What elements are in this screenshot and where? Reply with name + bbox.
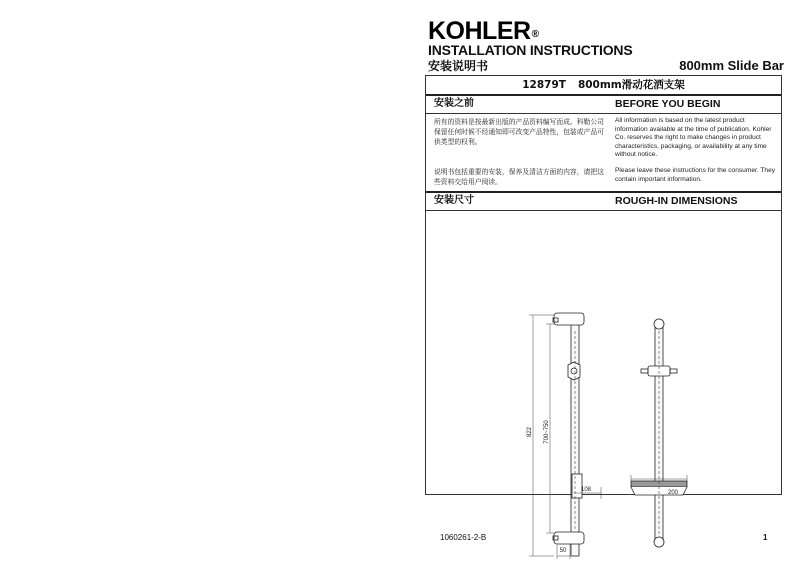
dimension-holder-label: 108 [580, 487, 592, 493]
before-title-zh: 安装之前 [434, 98, 474, 109]
top-mount [654, 319, 664, 329]
soap-tray-holder-left [572, 474, 582, 498]
document-code: 1060261-2-B [440, 533, 487, 542]
head-holder-left [568, 362, 580, 380]
dimension-tray-label: 200 [667, 490, 679, 496]
dimension-range-label: 700~750 [544, 420, 550, 444]
brand-name: KOHLER [428, 17, 531, 45]
page-number: 1 [763, 533, 768, 542]
before-zh-paragraph-1: 所有的资料是按最新出版的产品资料编写而成。科勒公司保留任何时候不经通知即可改变产品特性，包装或产品可供类型的权利。 [434, 118, 604, 146]
bottom-bracket [554, 532, 584, 544]
bottom-mount [654, 537, 664, 547]
before-title-en: BEFORE YOU BEGIN [615, 98, 721, 110]
rough-in-title-en: ROUGH-IN DIMENSIONS [615, 195, 738, 207]
registered-mark: ® [531, 29, 539, 40]
installation-instructions-zh: 安装说明书 [428, 59, 489, 73]
head-holder-lever-right [670, 369, 677, 373]
model-row [426, 76, 781, 94]
slide-bar-front-view [631, 319, 687, 547]
divider [426, 94, 781, 96]
slide-bar-side-view [553, 313, 584, 556]
before-zh-paragraph-2: 说明书包括重要的安装，保养及清洁方面的内容，请把这些资料交给用户阅读。 [434, 168, 604, 186]
divider [426, 113, 781, 114]
model-name-zh: 800mm滑动花洒支架 [577, 79, 685, 91]
dimension-width-label: 50 [559, 548, 567, 554]
before-en-paragraph-2: Please leave these instructions for the consumer. They contain important information. [615, 167, 776, 183]
divider [426, 191, 781, 193]
product-title: 800mm Slide Bar [679, 58, 784, 73]
installation-instructions-heading: INSTALLATION INSTRUCTIONS [428, 42, 633, 58]
head-holder-lever-left [641, 369, 648, 373]
rough-in-title-zh: 安装尺寸 [434, 195, 474, 206]
dimension-overall-label: 822 [527, 426, 533, 438]
model-number: 12879T [522, 79, 566, 91]
top-bracket [554, 313, 584, 325]
before-en-paragraph-1: All information is based on the latest product information available at the time of publication. Kohler Co. reserves the right to make changes in product characteristics, packaging, or availability at any time without notice. [615, 117, 772, 159]
